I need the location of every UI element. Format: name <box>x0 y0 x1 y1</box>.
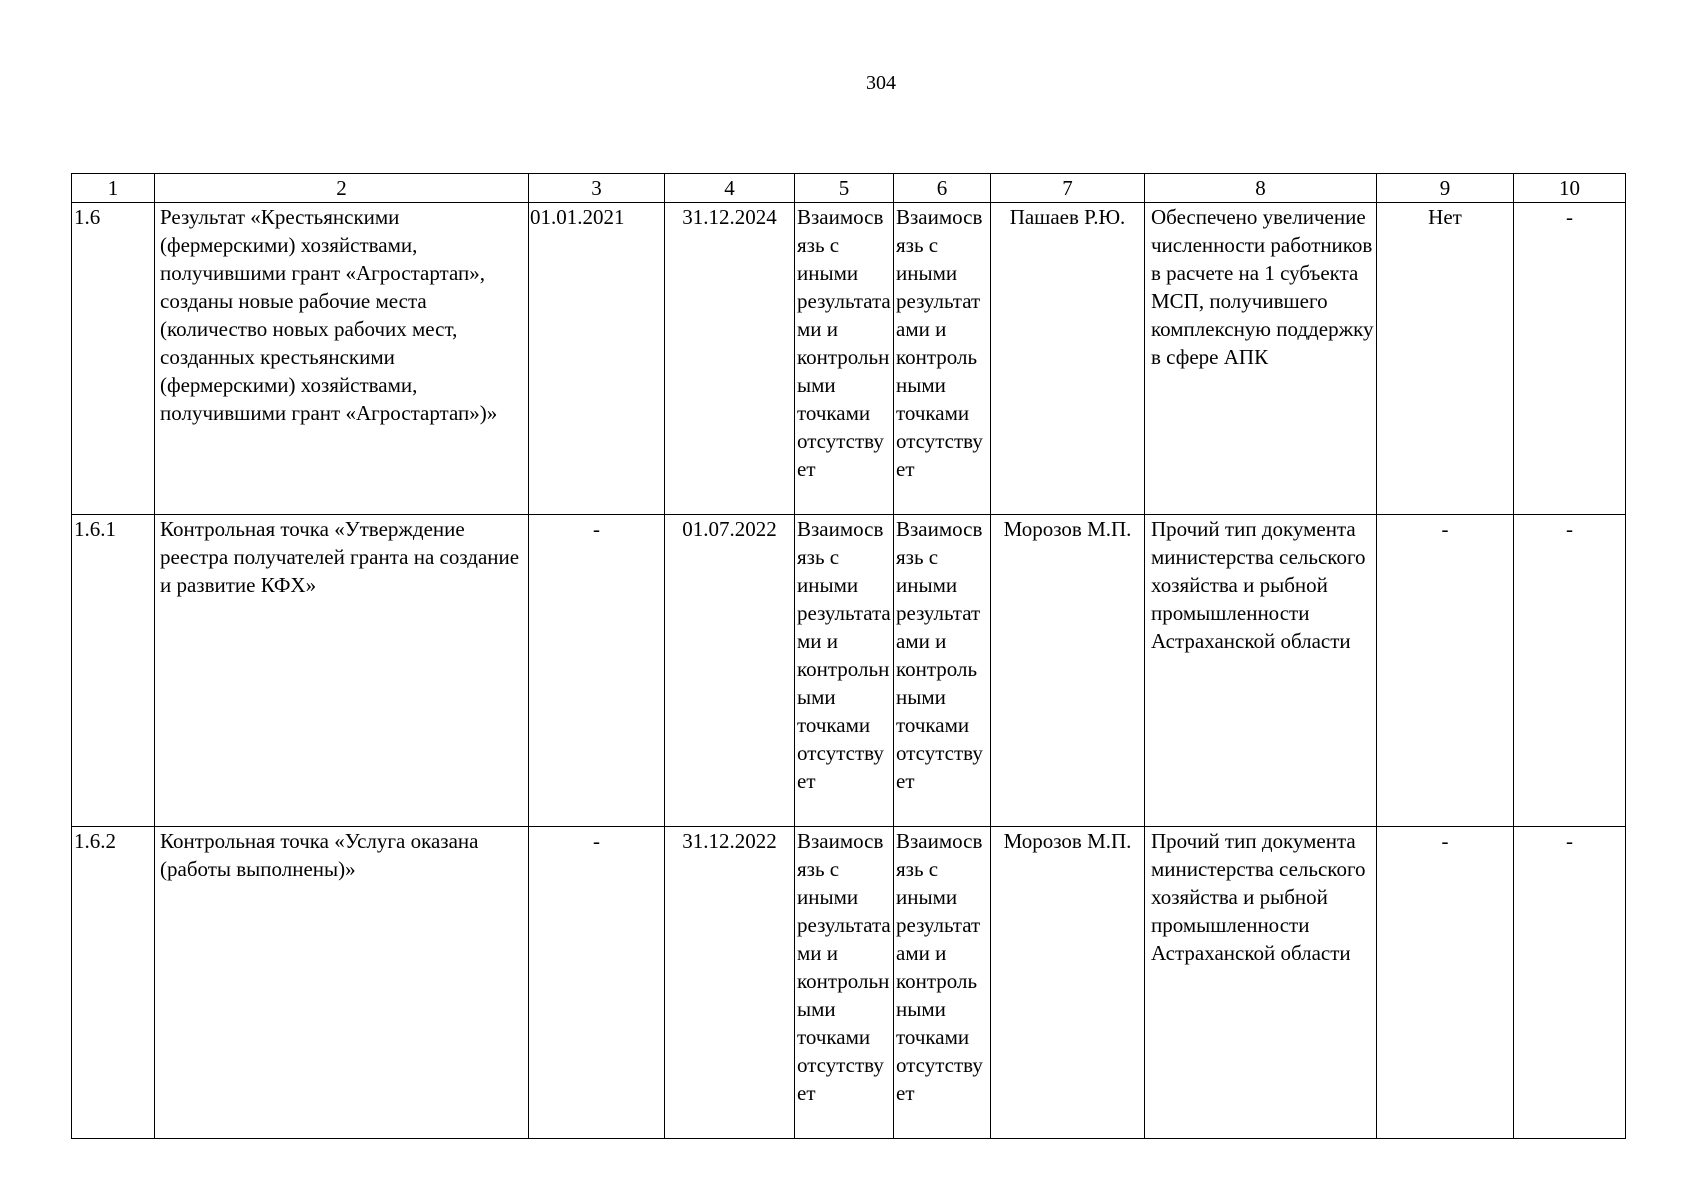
col9-value: - <box>1377 515 1514 827</box>
row-name: Контрольная точка «Утверждение реестра получателей гранта на создание и развитие КФХ» <box>155 515 529 827</box>
column-header: 4 <box>665 174 795 203</box>
column-header: 3 <box>529 174 665 203</box>
col9-value: Нет <box>1377 203 1514 515</box>
column-header: 1 <box>72 174 155 203</box>
row-name: Результат «Крестьянскими (фермерскими) хозяйствами, получившими грант «Агростартап», созданы новые рабочие места (количество новых рабочих мест, созданных крестьянскими (фермерскими) хозяйствами, получившими грант «Агростартап»)» <box>155 203 529 515</box>
row-number: 1.6 <box>72 203 155 515</box>
relation-cell: Взаимосвязь с иными результатами и контрольными точками отсутствует <box>795 827 894 1139</box>
header-row <box>72 174 1626 203</box>
col10-value: - <box>1514 203 1626 515</box>
end-date: 01.07.2022 <box>665 515 795 827</box>
column-header: 2 <box>155 174 529 203</box>
result-description: Прочий тип документа министерства сельского хозяйства и рыбной промышленности Астраханской области <box>1145 827 1377 1139</box>
responsible-person: Морозов М.П. <box>991 515 1145 827</box>
responsible-person: Морозов М.П. <box>991 827 1145 1139</box>
responsible-person: Пашаев Р.Ю. <box>991 203 1145 515</box>
start-date: 01.01.2021 <box>529 203 665 515</box>
row-number: 1.6.2 <box>72 827 155 1139</box>
col10-value: - <box>1514 827 1626 1139</box>
start-date: - <box>529 515 665 827</box>
end-date: 31.12.2022 <box>665 827 795 1139</box>
column-header: 5 <box>795 174 894 203</box>
end-date: 31.12.2024 <box>665 203 795 515</box>
table-row <box>72 827 1626 1139</box>
col10-value: - <box>1514 515 1626 827</box>
relation-cell: Взаимосвязь с иными результатами и контрольными точками отсутствует <box>894 203 991 515</box>
result-description: Прочий тип документа министерства сельского хозяйства и рыбной промышленности Астраханской области <box>1145 515 1377 827</box>
relation-cell: Взаимосвязь с иными результатами и контрольными точками отсутствует <box>894 515 991 827</box>
column-header: 10 <box>1514 174 1626 203</box>
column-header: 6 <box>894 174 991 203</box>
table-row <box>72 515 1626 827</box>
column-header: 9 <box>1377 174 1514 203</box>
row-name: Контрольная точка «Услуга оказана (работы выполнены)» <box>155 827 529 1139</box>
page-number: 304 <box>866 72 896 94</box>
result-description: Обеспечено увеличение численности работников в расчете на 1 субъекта МСП, получившего комплексную поддержку в сфере АПК <box>1145 203 1377 515</box>
relation-cell: Взаимосвязь с иными результатами и контрольными точками отсутствует <box>795 515 894 827</box>
column-header: 7 <box>991 174 1145 203</box>
relation-cell: Взаимосвязь с иными результатами и контрольными точками отсутствует <box>894 827 991 1139</box>
row-number: 1.6.1 <box>72 515 155 827</box>
data-table <box>71 173 1626 1139</box>
table-row <box>72 203 1626 515</box>
col9-value: - <box>1377 827 1514 1139</box>
relation-cell: Взаимосвязь с иными результатами и контрольными точками отсутствует <box>795 203 894 515</box>
start-date: - <box>529 827 665 1139</box>
column-header: 8 <box>1145 174 1377 203</box>
